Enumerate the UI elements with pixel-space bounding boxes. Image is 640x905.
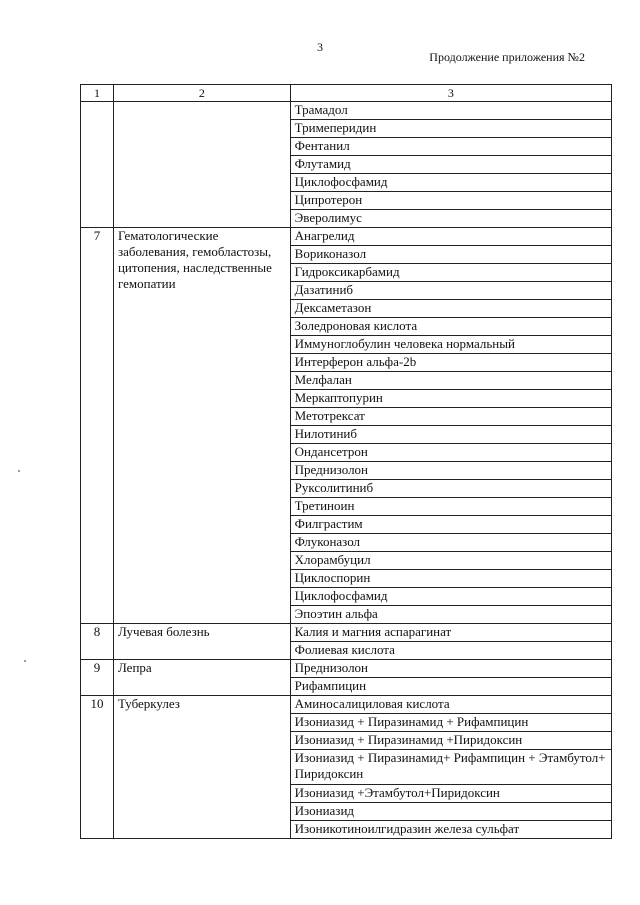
drug-name: Руксолитиниб	[290, 480, 611, 498]
drug-name: Тримеперидин	[290, 120, 611, 138]
table-row	[81, 660, 612, 678]
drug-name: Флутамид	[290, 156, 611, 174]
drug-name: Ципротерон	[290, 192, 611, 210]
disease-name: Лепра	[113, 660, 290, 696]
disease-name: Гематологические заболевания, гемобластозы, цитопения, наследственные гемопатии	[113, 228, 290, 624]
disease-name: Туберкулез	[113, 696, 290, 839]
drug-name: Калия и магния аспарагинат	[290, 624, 611, 642]
drug-name: Дексаметазон	[290, 300, 611, 318]
header-col-2: 2	[113, 85, 290, 102]
drug-name: Дазатиниб	[290, 282, 611, 300]
drug-name: Гидроксикарбамид	[290, 264, 611, 282]
drug-name: Циклофосфамид	[290, 174, 611, 192]
drug-name: Фолиевая кислота	[290, 642, 611, 660]
drug-name: Преднизолон	[290, 462, 611, 480]
table-row	[81, 624, 612, 642]
header-col-3: 3	[290, 85, 611, 102]
group-number: 9	[81, 660, 114, 696]
drug-name: Анагрелид	[290, 228, 611, 246]
drug-name: Хлорамбуцил	[290, 552, 611, 570]
drug-name: Изониазид	[290, 803, 611, 821]
group-number: 8	[81, 624, 114, 660]
drug-name: Рифампицин	[290, 678, 611, 696]
scan-speck	[24, 660, 26, 662]
drug-name: Фентанил	[290, 138, 611, 156]
medication-table	[80, 84, 612, 839]
page-number: 3	[317, 40, 323, 54]
drug-name: Меркаптопурин	[290, 390, 611, 408]
drug-name: Нилотиниб	[290, 426, 611, 444]
drug-name: Трамадол	[290, 102, 611, 120]
drug-name: Третиноин	[290, 498, 611, 516]
drug-name: Изониазид +Этамбутол+Пиридоксин	[290, 785, 611, 803]
drug-name: Метотрексат	[290, 408, 611, 426]
drug-name: Циклофосфамид	[290, 588, 611, 606]
header-col-1: 1	[81, 85, 114, 102]
drug-name: Вориконазол	[290, 246, 611, 264]
drug-name: Ондансетрон	[290, 444, 611, 462]
scan-speck	[18, 470, 20, 472]
drug-name: Изоникотиноилгидразин железа сульфат	[290, 821, 611, 839]
disease-name: Лучевая болезнь	[113, 624, 290, 660]
drug-name: Преднизолон	[290, 660, 611, 678]
drug-name: Изониазид + Пиразинамид +Пиридоксин	[290, 732, 611, 750]
drug-name: Эпоэтин альфа	[290, 606, 611, 624]
drug-name: Аминосалициловая кислота	[290, 696, 611, 714]
disease-name	[113, 102, 290, 228]
drug-name: Циклоспорин	[290, 570, 611, 588]
table-row	[81, 102, 612, 120]
continuation-note: Продолжение приложения №2	[429, 50, 585, 64]
drug-name: Эверолимус	[290, 210, 611, 228]
drug-name: Филграстим	[290, 516, 611, 534]
drug-name: Изониазид + Пиразинамид + Рифампицин	[290, 714, 611, 732]
drug-name: Интерферон альфа-2b	[290, 354, 611, 372]
table-row	[81, 696, 612, 714]
group-number: 7	[81, 228, 114, 624]
group-number: 10	[81, 696, 114, 839]
group-number	[81, 102, 114, 228]
drug-name: Флуконазол	[290, 534, 611, 552]
drug-name: Иммуноглобулин человека нормальный	[290, 336, 611, 354]
drug-name: Мелфалан	[290, 372, 611, 390]
drug-name: Изониазид + Пиразинамид+ Рифампицин + Этамбутол+ Пиридоксин	[290, 750, 611, 785]
header-row	[81, 85, 612, 102]
drug-name: Золедроновая кислота	[290, 318, 611, 336]
table-row	[81, 228, 612, 246]
